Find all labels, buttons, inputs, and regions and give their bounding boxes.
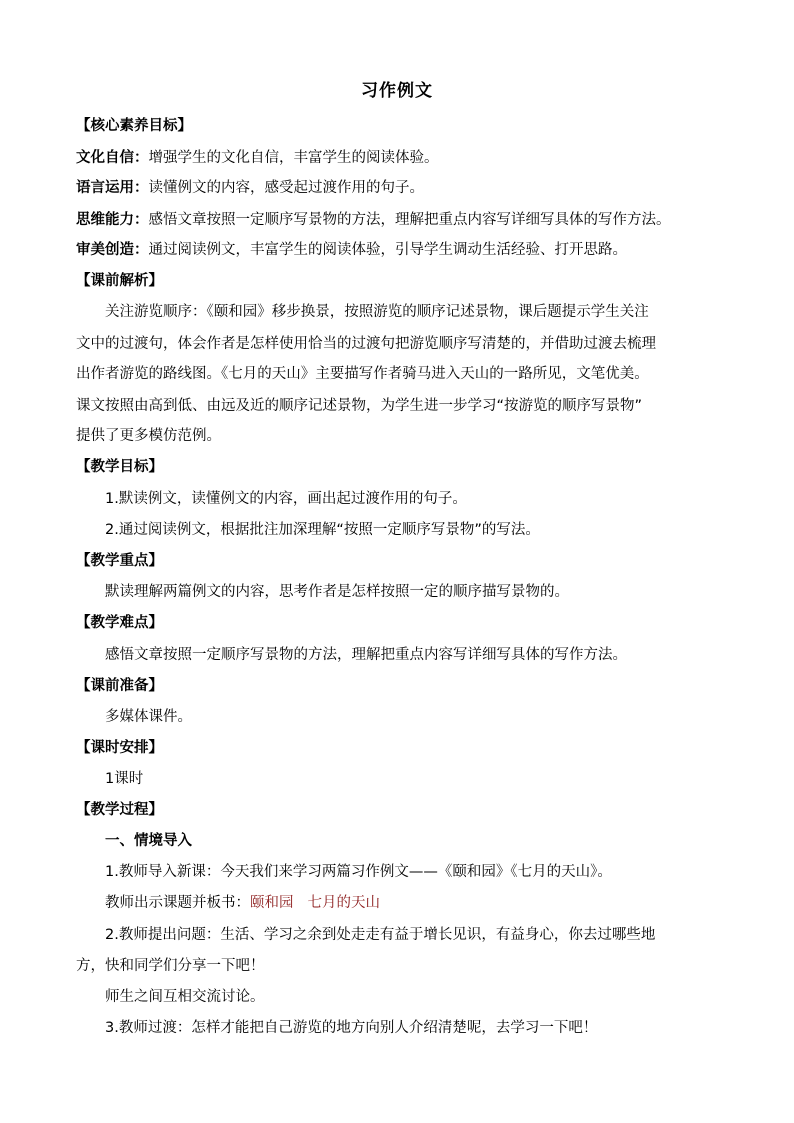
goal-thinking bbox=[76, 210, 671, 230]
section-heading-time: 【课时安排】 bbox=[76, 740, 163, 756]
page-title: 习作例文 bbox=[361, 81, 433, 101]
diff-text: 感悟文章按照一定顺序写景物的方法，理解把重点内容写详细写具体的写作方法。 bbox=[105, 647, 627, 663]
proc-item: 2.教师提出问题：生活、学习之余到处走走有益于增长见识，有益身心，你去过哪些地 bbox=[105, 927, 656, 943]
pre-line: 提供了更多模仿范例。 bbox=[76, 428, 221, 444]
goal-text: 增强学生的文化自信，丰富学生的阅读体验。 bbox=[148, 150, 439, 166]
goal-text: 通过阅读例文，丰富学生的阅读体验，引导学生调动生活经验、打开思路。 bbox=[148, 242, 627, 258]
board-prefix: 教师出示课题并板书： bbox=[105, 895, 250, 911]
proc-board-line bbox=[105, 893, 380, 913]
goal-label: 语言运用： bbox=[76, 180, 149, 196]
goal-text: 读懂例文的内容，感受起过渡作用的句子。 bbox=[148, 180, 424, 196]
time-text: 1课时 bbox=[105, 771, 144, 787]
section-heading-prep: 【课前准备】 bbox=[76, 678, 163, 694]
goal-culture bbox=[76, 148, 439, 168]
proc-discussion: 师生之间互相交流讨论。 bbox=[105, 989, 265, 1005]
proc-step-heading: 一、情境导入 bbox=[105, 833, 192, 849]
goal-text: 感悟文章按照一定顺序写景物的方法，理解把重点内容写详细写具体的写作方法。 bbox=[148, 212, 671, 228]
proc-item-cont: 方，快和同学们分享一下吧！ bbox=[76, 958, 265, 974]
key-text: 默读理解两篇例文的内容，思考作者是怎样按照一定的顺序描写景物的。 bbox=[105, 584, 569, 600]
section-heading-pre: 【课前解析】 bbox=[76, 273, 163, 289]
pre-line: 文中的过渡句，体会作者是怎样使用恰当的过渡句把游览顺序写清楚的，并借助过渡去梳理 bbox=[76, 336, 656, 352]
aim-item: 2.通过阅读例文，根据批注加深理解“按照一定顺序写景物”的写法。 bbox=[105, 522, 540, 538]
board-title-a: 颐和园 bbox=[250, 895, 294, 911]
pre-line: 出作者游览的路线图。《七月的天山》主要描写作者骑马进入天山的一路所见，文笔优美。 bbox=[76, 366, 649, 382]
goal-language bbox=[76, 178, 424, 198]
proc-item: 1.教师导入新课：今天我们来学习两篇习作例文——《颐和园》《七月的天山》。 bbox=[105, 864, 612, 880]
goal-label: 审美创造： bbox=[76, 242, 149, 258]
section-heading-key: 【教学重点】 bbox=[76, 553, 163, 569]
section-heading-aim: 【教学目标】 bbox=[76, 459, 163, 475]
goal-label: 文化自信： bbox=[76, 150, 149, 166]
goal-aesthetic bbox=[76, 240, 627, 260]
section-heading-core: 【核心素养目标】 bbox=[76, 118, 192, 134]
section-heading-diff: 【教学难点】 bbox=[76, 615, 163, 631]
proc-item: 3.教师过渡：怎样才能把自己游览的地方向别人介绍清楚呢，去学习一下吧！ bbox=[105, 1020, 598, 1036]
pre-line: 关注游览顺序：《颐和园》移步换景，按照游览的顺序记述景物，课后题提示学生关注 bbox=[105, 304, 649, 320]
prep-text: 多媒体课件。 bbox=[105, 709, 192, 725]
goal-label: 思维能力： bbox=[76, 212, 149, 228]
aim-item: 1.默读例文，读懂例文的内容，画出起过渡作用的句子。 bbox=[105, 491, 467, 507]
pre-line: 课文按照由高到低、由远及近的顺序记述景物，为学生进一步学习“按游览的顺序写景物” bbox=[76, 398, 643, 414]
board-title-b: 七月的天山 bbox=[307, 895, 380, 911]
section-heading-proc: 【教学过程】 bbox=[76, 802, 163, 818]
